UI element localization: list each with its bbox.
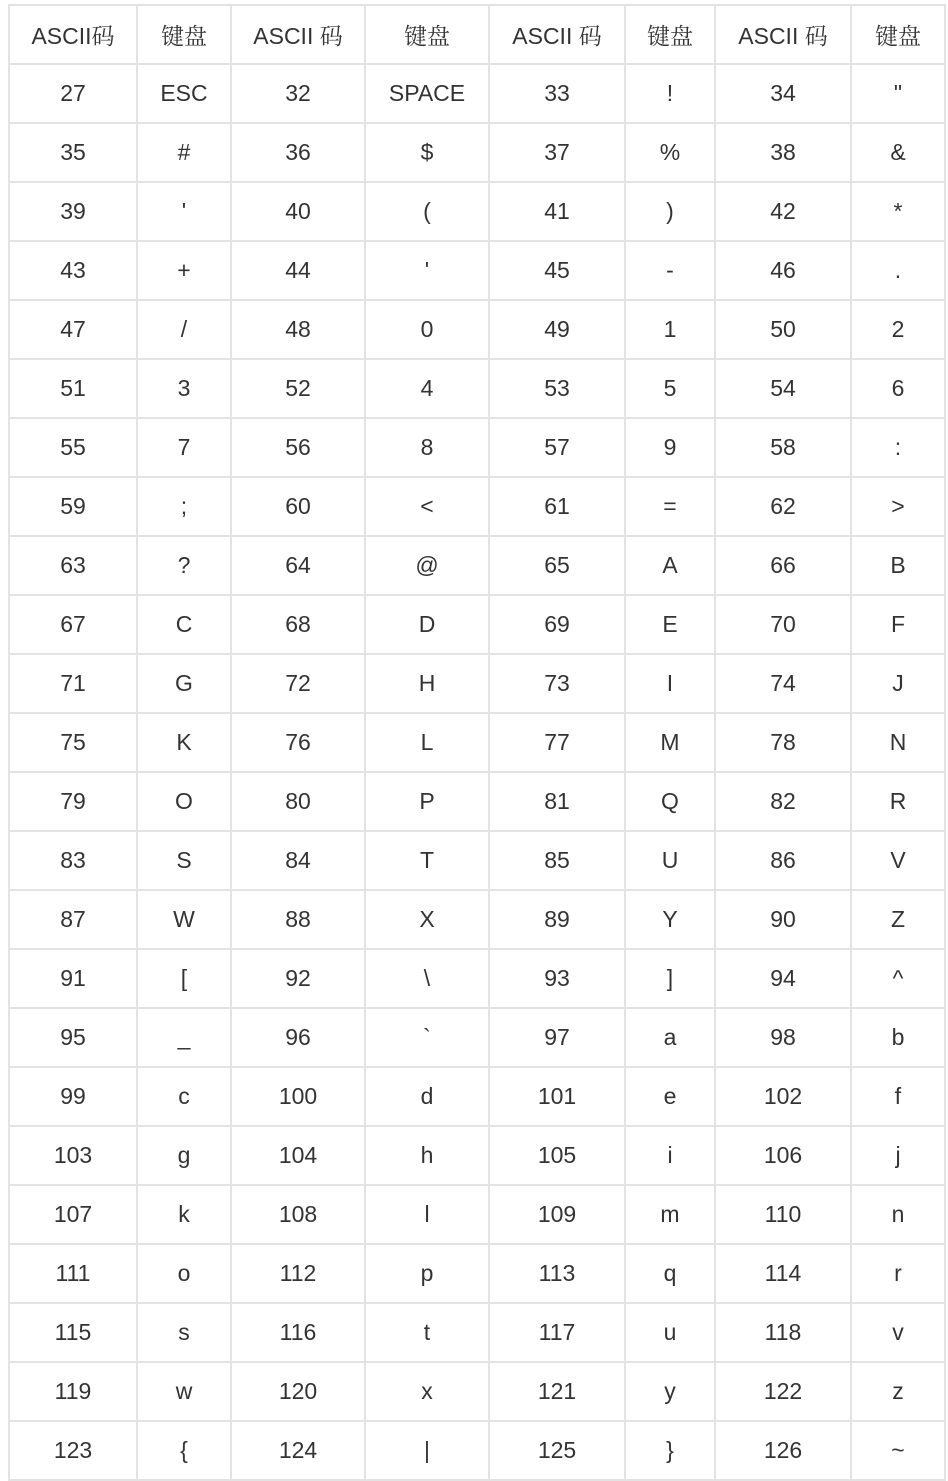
key-cell: 7 xyxy=(137,418,231,477)
key-cell: a xyxy=(625,1008,715,1067)
key-cell: & xyxy=(851,123,945,182)
ascii-code-cell: 104 xyxy=(231,1126,365,1185)
key-cell: 4 xyxy=(365,359,489,418)
key-cell: S xyxy=(137,831,231,890)
ascii-code-cell: 34 xyxy=(715,64,851,123)
ascii-code-cell: 61 xyxy=(489,477,625,536)
key-cell: ; xyxy=(137,477,231,536)
key-cell: 5 xyxy=(625,359,715,418)
ascii-code-cell: 32 xyxy=(231,64,365,123)
ascii-code-cell: 78 xyxy=(715,713,851,772)
ascii-code-cell: 116 xyxy=(231,1303,365,1362)
ascii-code-cell: 100 xyxy=(231,1067,365,1126)
key-cell: ! xyxy=(625,64,715,123)
ascii-code-cell: 36 xyxy=(231,123,365,182)
key-cell: H xyxy=(365,654,489,713)
ascii-code-cell: 81 xyxy=(489,772,625,831)
ascii-code-cell: 65 xyxy=(489,536,625,595)
table-row xyxy=(9,1126,945,1185)
ascii-code-cell: 86 xyxy=(715,831,851,890)
key-cell: r xyxy=(851,1244,945,1303)
key-cell: K xyxy=(137,713,231,772)
ascii-code-cell: 96 xyxy=(231,1008,365,1067)
table-row xyxy=(9,477,945,536)
ascii-code-cell: 42 xyxy=(715,182,851,241)
ascii-code-cell: 68 xyxy=(231,595,365,654)
key-cell: . xyxy=(851,241,945,300)
ascii-code-cell: 53 xyxy=(489,359,625,418)
key-cell: x xyxy=(365,1362,489,1421)
key-cell: _ xyxy=(137,1008,231,1067)
ascii-code-cell: 51 xyxy=(9,359,137,418)
ascii-code-cell: 103 xyxy=(9,1126,137,1185)
key-cell: ' xyxy=(137,182,231,241)
ascii-code-cell: 125 xyxy=(489,1421,625,1480)
key-cell: T xyxy=(365,831,489,890)
ascii-code-cell: 44 xyxy=(231,241,365,300)
key-cell: R xyxy=(851,772,945,831)
table-row xyxy=(9,1185,945,1244)
ascii-code-cell: 69 xyxy=(489,595,625,654)
ascii-code-cell: 66 xyxy=(715,536,851,595)
ascii-code-cell: 49 xyxy=(489,300,625,359)
key-cell: q xyxy=(625,1244,715,1303)
table-header xyxy=(9,5,945,64)
ascii-code-cell: 107 xyxy=(9,1185,137,1244)
ascii-code-cell: 63 xyxy=(9,536,137,595)
ascii-code-cell: 64 xyxy=(231,536,365,595)
ascii-code-cell: 113 xyxy=(489,1244,625,1303)
ascii-code-cell: 56 xyxy=(231,418,365,477)
ascii-code-cell: 97 xyxy=(489,1008,625,1067)
table-row xyxy=(9,359,945,418)
key-cell: ESC xyxy=(137,64,231,123)
ascii-code-cell: 124 xyxy=(231,1421,365,1480)
ascii-code-cell: 76 xyxy=(231,713,365,772)
key-cell: X xyxy=(365,890,489,949)
key-cell: A xyxy=(625,536,715,595)
key-cell: ? xyxy=(137,536,231,595)
header-ascii-code: ASCII 码 xyxy=(489,5,625,64)
key-cell: } xyxy=(625,1421,715,1480)
table-row xyxy=(9,64,945,123)
ascii-code-cell: 91 xyxy=(9,949,137,1008)
key-cell: P xyxy=(365,772,489,831)
ascii-code-cell: 48 xyxy=(231,300,365,359)
ascii-code-cell: 57 xyxy=(489,418,625,477)
key-cell: w xyxy=(137,1362,231,1421)
ascii-code-cell: 84 xyxy=(231,831,365,890)
table-row xyxy=(9,241,945,300)
ascii-code-cell: 93 xyxy=(489,949,625,1008)
key-cell: 2 xyxy=(851,300,945,359)
ascii-code-cell: 106 xyxy=(715,1126,851,1185)
key-cell: | xyxy=(365,1421,489,1480)
key-cell: M xyxy=(625,713,715,772)
key-cell: > xyxy=(851,477,945,536)
key-cell: 3 xyxy=(137,359,231,418)
table-row xyxy=(9,772,945,831)
key-cell: p xyxy=(365,1244,489,1303)
ascii-code-cell: 67 xyxy=(9,595,137,654)
key-cell: ( xyxy=(365,182,489,241)
key-cell: o xyxy=(137,1244,231,1303)
ascii-code-cell: 109 xyxy=(489,1185,625,1244)
ascii-code-cell: 73 xyxy=(489,654,625,713)
key-cell: B xyxy=(851,536,945,595)
ascii-code-cell: 123 xyxy=(9,1421,137,1480)
key-cell: ) xyxy=(625,182,715,241)
ascii-code-cell: 111 xyxy=(9,1244,137,1303)
key-cell: 8 xyxy=(365,418,489,477)
table-row xyxy=(9,713,945,772)
ascii-code-cell: 83 xyxy=(9,831,137,890)
key-cell: z xyxy=(851,1362,945,1421)
header-key: 键盘 xyxy=(851,5,945,64)
key-cell: c xyxy=(137,1067,231,1126)
ascii-code-cell: 89 xyxy=(489,890,625,949)
table-row xyxy=(9,418,945,477)
ascii-code-cell: 41 xyxy=(489,182,625,241)
ascii-code-cell: 62 xyxy=(715,477,851,536)
ascii-code-cell: 92 xyxy=(231,949,365,1008)
ascii-code-cell: 47 xyxy=(9,300,137,359)
table-row xyxy=(9,1244,945,1303)
ascii-code-cell: 74 xyxy=(715,654,851,713)
ascii-code-cell: 55 xyxy=(9,418,137,477)
key-cell: D xyxy=(365,595,489,654)
key-cell: b xyxy=(851,1008,945,1067)
header-ascii-code: ASCII 码 xyxy=(715,5,851,64)
ascii-code-cell: 71 xyxy=(9,654,137,713)
key-cell: ~ xyxy=(851,1421,945,1480)
ascii-code-cell: 117 xyxy=(489,1303,625,1362)
table-row xyxy=(9,536,945,595)
key-cell: 9 xyxy=(625,418,715,477)
key-cell: y xyxy=(625,1362,715,1421)
ascii-code-cell: 101 xyxy=(489,1067,625,1126)
table-row xyxy=(9,1421,945,1480)
key-cell: J xyxy=(851,654,945,713)
ascii-code-cell: 98 xyxy=(715,1008,851,1067)
key-cell: g xyxy=(137,1126,231,1185)
ascii-code-cell: 50 xyxy=(715,300,851,359)
key-cell: ` xyxy=(365,1008,489,1067)
key-cell: m xyxy=(625,1185,715,1244)
key-cell: 1 xyxy=(625,300,715,359)
key-cell: Q xyxy=(625,772,715,831)
key-cell: - xyxy=(625,241,715,300)
ascii-code-cell: 119 xyxy=(9,1362,137,1421)
header-ascii-code: ASCII码 xyxy=(9,5,137,64)
header-key: 键盘 xyxy=(625,5,715,64)
ascii-code-cell: 121 xyxy=(489,1362,625,1421)
table-row xyxy=(9,949,945,1008)
ascii-code-cell: 27 xyxy=(9,64,137,123)
ascii-code-cell: 46 xyxy=(715,241,851,300)
key-cell: / xyxy=(137,300,231,359)
key-cell: j xyxy=(851,1126,945,1185)
key-cell: d xyxy=(365,1067,489,1126)
key-cell: Z xyxy=(851,890,945,949)
ascii-code-cell: 99 xyxy=(9,1067,137,1126)
key-cell: F xyxy=(851,595,945,654)
ascii-code-cell: 105 xyxy=(489,1126,625,1185)
table-row xyxy=(9,1067,945,1126)
ascii-code-cell: 80 xyxy=(231,772,365,831)
key-cell: $ xyxy=(365,123,489,182)
key-cell: u xyxy=(625,1303,715,1362)
key-cell: O xyxy=(137,772,231,831)
key-cell: 6 xyxy=(851,359,945,418)
ascii-code-cell: 85 xyxy=(489,831,625,890)
ascii-code-cell: 33 xyxy=(489,64,625,123)
ascii-code-cell: 43 xyxy=(9,241,137,300)
ascii-code-cell: 126 xyxy=(715,1421,851,1480)
key-cell: W xyxy=(137,890,231,949)
key-cell: % xyxy=(625,123,715,182)
ascii-code-cell: 60 xyxy=(231,477,365,536)
key-cell: { xyxy=(137,1421,231,1480)
key-cell: Y xyxy=(625,890,715,949)
ascii-code-cell: 40 xyxy=(231,182,365,241)
ascii-code-cell: 45 xyxy=(489,241,625,300)
key-cell: E xyxy=(625,595,715,654)
ascii-code-cell: 37 xyxy=(489,123,625,182)
ascii-code-cell: 70 xyxy=(715,595,851,654)
ascii-code-cell: 88 xyxy=(231,890,365,949)
ascii-code-cell: 94 xyxy=(715,949,851,1008)
ascii-code-cell: 95 xyxy=(9,1008,137,1067)
ascii-code-cell: 114 xyxy=(715,1244,851,1303)
table-row xyxy=(9,1303,945,1362)
ascii-code-cell: 87 xyxy=(9,890,137,949)
key-cell: ' xyxy=(365,241,489,300)
header-key: 键盘 xyxy=(137,5,231,64)
table-row xyxy=(9,123,945,182)
ascii-code-cell: 110 xyxy=(715,1185,851,1244)
ascii-code-cell: 35 xyxy=(9,123,137,182)
ascii-code-cell: 77 xyxy=(489,713,625,772)
ascii-code-cell: 38 xyxy=(715,123,851,182)
header-key: 键盘 xyxy=(365,5,489,64)
key-cell: G xyxy=(137,654,231,713)
key-cell: : xyxy=(851,418,945,477)
table-row xyxy=(9,182,945,241)
ascii-code-cell: 79 xyxy=(9,772,137,831)
table-row xyxy=(9,595,945,654)
key-cell: t xyxy=(365,1303,489,1362)
table-row xyxy=(9,300,945,359)
ascii-code-cell: 112 xyxy=(231,1244,365,1303)
ascii-code-cell: 59 xyxy=(9,477,137,536)
key-cell: n xyxy=(851,1185,945,1244)
key-cell: s xyxy=(137,1303,231,1362)
ascii-code-cell: 102 xyxy=(715,1067,851,1126)
ascii-code-cell: 72 xyxy=(231,654,365,713)
key-cell: v xyxy=(851,1303,945,1362)
ascii-code-cell: 118 xyxy=(715,1303,851,1362)
key-cell: * xyxy=(851,182,945,241)
key-cell: U xyxy=(625,831,715,890)
key-cell: ^ xyxy=(851,949,945,1008)
key-cell: # xyxy=(137,123,231,182)
key-cell: ] xyxy=(625,949,715,1008)
key-cell: k xyxy=(137,1185,231,1244)
key-cell: < xyxy=(365,477,489,536)
ascii-code-cell: 122 xyxy=(715,1362,851,1421)
key-cell: h xyxy=(365,1126,489,1185)
key-cell: " xyxy=(851,64,945,123)
key-cell: I xyxy=(625,654,715,713)
key-cell: = xyxy=(625,477,715,536)
ascii-code-cell: 58 xyxy=(715,418,851,477)
header-row xyxy=(9,5,945,64)
key-cell: V xyxy=(851,831,945,890)
ascii-code-cell: 120 xyxy=(231,1362,365,1421)
key-cell: f xyxy=(851,1067,945,1126)
ascii-code-cell: 75 xyxy=(9,713,137,772)
key-cell: N xyxy=(851,713,945,772)
table-row xyxy=(9,890,945,949)
key-cell: l xyxy=(365,1185,489,1244)
table-body xyxy=(9,64,945,1480)
key-cell: SPACE xyxy=(365,64,489,123)
table-row xyxy=(9,831,945,890)
key-cell: L xyxy=(365,713,489,772)
ascii-table xyxy=(8,4,946,1481)
ascii-code-cell: 52 xyxy=(231,359,365,418)
ascii-code-cell: 82 xyxy=(715,772,851,831)
ascii-code-cell: 54 xyxy=(715,359,851,418)
key-cell: + xyxy=(137,241,231,300)
ascii-code-cell: 115 xyxy=(9,1303,137,1362)
table-row xyxy=(9,654,945,713)
ascii-code-cell: 90 xyxy=(715,890,851,949)
key-cell: [ xyxy=(137,949,231,1008)
key-cell: e xyxy=(625,1067,715,1126)
key-cell: C xyxy=(137,595,231,654)
ascii-code-cell: 108 xyxy=(231,1185,365,1244)
key-cell: @ xyxy=(365,536,489,595)
header-ascii-code: ASCII 码 xyxy=(231,5,365,64)
key-cell: \ xyxy=(365,949,489,1008)
table-row xyxy=(9,1362,945,1421)
table-row xyxy=(9,1008,945,1067)
ascii-code-cell: 39 xyxy=(9,182,137,241)
key-cell: i xyxy=(625,1126,715,1185)
key-cell: 0 xyxy=(365,300,489,359)
